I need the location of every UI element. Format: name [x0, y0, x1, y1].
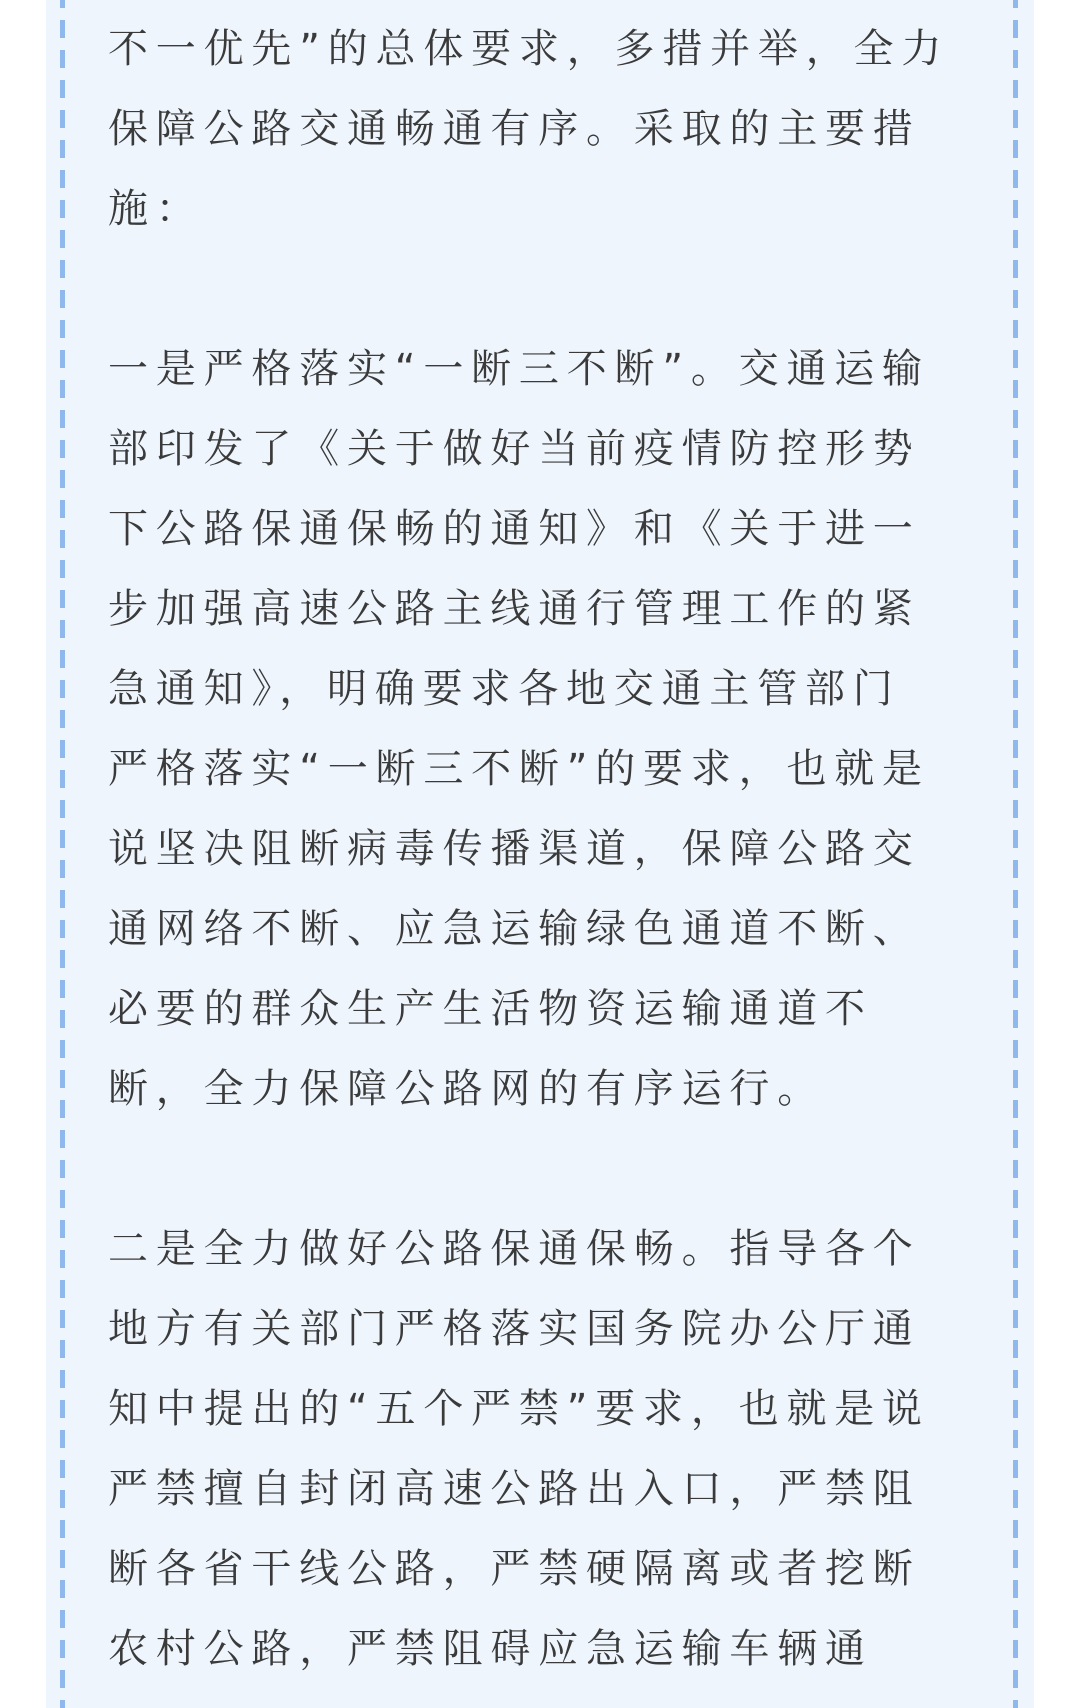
right-dashed-border: [1013, 0, 1018, 1708]
article-body: [108, 9, 974, 1689]
paragraph-measure-two: 二是全力做好公路保通保畅。指导各个 地方有关部门严格落实国务院办公厅通 知中提出的“五个严禁”要求，也就是说 严禁擅自封闭高速公路出入口，严禁阻 断各省干线公路，严禁硬隔离或者挖断 农村公路，严禁阻碍应急运输车辆通: [108, 1226, 930, 1672]
paragraph-measure-one: 一是严格落实“一断三不断”。交通运输 部印发了《关于做好当前疫情防控形势 下公路保通保畅的通知》和《关于进一 步加强高速公路主线通行管理工作的紧 急通知》，明确要求各地交通主管部门 严格落实“一断三不断”的要求，也就是 说坚决阻断病毒传播渠道，保障公路交 通网络不断、应急运输绿色通道不断、 必要的群众生产生活物资运输通道不 断，全力保障公路网的有序运行。: [108, 346, 930, 1112]
paragraph-spacer: [108, 1129, 974, 1209]
paragraph-spacer: [108, 249, 974, 329]
left-dashed-border: [60, 0, 65, 1708]
paragraph-intro-tail: 不一优先”的总体要求，多措并举，全力 保障公路交通畅通有序。采取的主要措 施：: [108, 26, 950, 232]
